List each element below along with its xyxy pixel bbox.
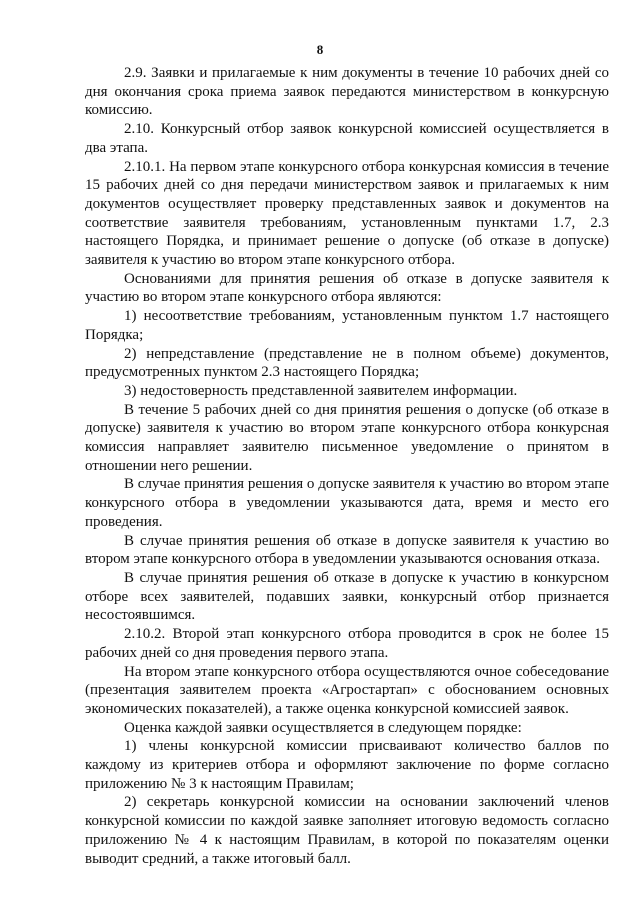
paragraph-2-10: 2.10. Конкурсный отбор заявок конкурсной комиссией осуществляется в два этапа. <box>85 121 609 156</box>
list-item-ground-2: 2) непредставление (представление не в полном объеме) документов, предусмотренных пунктом 2.3 настоящего Порядка; <box>85 345 609 381</box>
paragraph-evaluation-order: Оценка каждой заявки осуществляется в следующем порядке: <box>124 719 522 736</box>
list-item-evaluation-1: 1) члены конкурсной комиссии присваивают количество баллов по каждому из критериев отбора и оформляют заключение по форме согласно приложению № 3 к настоящим Правилам; <box>85 738 609 792</box>
paragraph-admission-case: В случае принятия решения о допуске заявителя к участию во втором этапе конкурсного отбора в уведомлении указываются дата, время и место его проведения. <box>85 476 609 530</box>
paragraph-2-10-2: 2.10.2. Второй этап конкурсного отбора проводится в срок не более 15 рабочих дней со дня проведения первого этапа. <box>85 626 609 661</box>
page-number: 8 <box>316 42 324 57</box>
paragraph-refusal-grounds: Основаниями для принятия решения об отказе в допуске заявителя к участию во втором этапе конкурсного отбора являются: <box>85 270 609 306</box>
list-item-ground-3: 3) недостоверность представленной заявителем информации. <box>124 382 518 399</box>
paragraph-failed-selection: В случае принятия решения об отказе в допуске к участию в конкурсном отборе всех заявителей, подавших заявки, конкурсный отбор признается несостоявшимся. <box>85 569 609 624</box>
paragraph-2-10-1: 2.10.1. На первом этапе конкурсного отбора конкурсная комиссия в течение 15 рабочих дней со дня передачи министерством заявок и прилагаемых к ним документов осуществляет проверку представленных заявок и документов на соответствие заявителя требованиям, установленным пунктами 1.7, 2.3 настоящего Порядка, и принимает решение о допуске (об отказе в допуске) заявителя к участию во втором этапе конкурсного отбора. <box>85 158 609 269</box>
paragraph-notification: В течение 5 рабочих дней со дня принятия решения о допуске (об отказе в допуске) заявителя к участию во втором этапе конкурсного отбора конкурсная комиссия направляет заявителю письменное уведомление о принятом в отношении него решении. <box>85 401 609 474</box>
list-item-ground-1: 1) несоответствие требованиям, установленным пунктом 1.7 настоящего Порядка; <box>85 308 609 343</box>
paragraph-second-stage: На втором этапе конкурсного отбора осуществляются очное собеседование (презентация заявителем проекта «Агростартап» с обоснованием основных экономических показателей), а также оценка конкурсной комиссией заявок. <box>85 663 609 717</box>
document-body <box>85 64 609 868</box>
paragraph-2-9: 2.9. Заявки и прилагаемые к ним документы в течение 10 рабочих дней со дня окончания срока приема заявок передаются министерством в конкурсную комиссию. <box>85 65 609 119</box>
list-item-evaluation-2: 2) секретарь конкурсной комиссии на основании заключений членов конкурсной комиссии по каждой заявке заполняет итоговую ведомость согласно приложению № 4 к настоящим Правилам, в которой по показателям оценки выводит средний, а также итоговый балл. <box>85 794 609 867</box>
paragraph-refusal-case: В случае принятия решения об отказе в допуске заявителя к участию во втором этапе конкурсного отбора в уведомлении указываются основания отказа. <box>85 532 609 568</box>
